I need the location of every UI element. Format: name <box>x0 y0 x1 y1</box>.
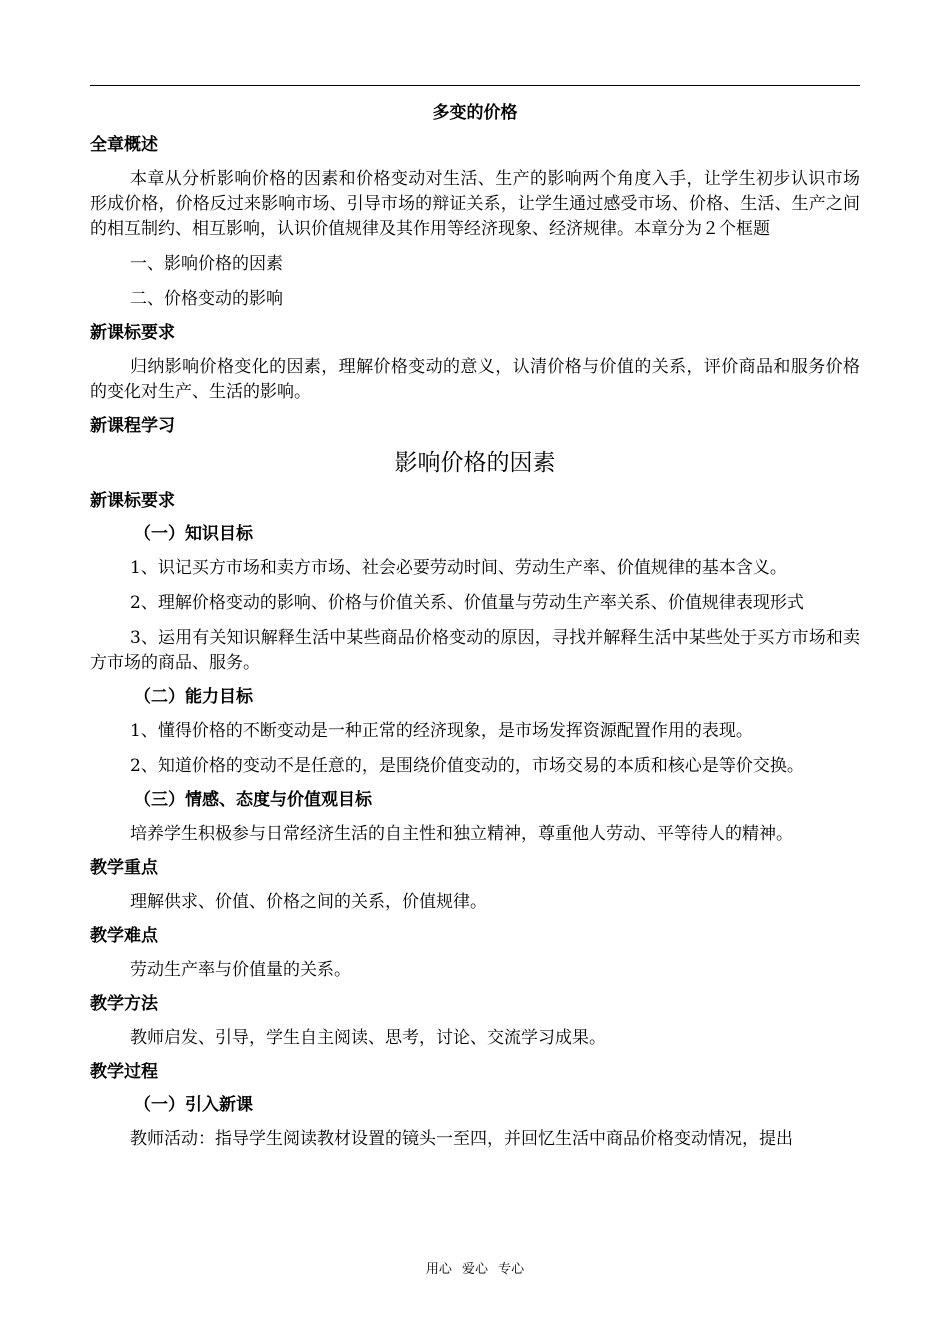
standards-paragraph: 归纳影响价格变化的因素，理解价格变动的意义，认清价格与价值的关系，评价商品和服务价格的变化对生产、生活的影响。 <box>90 357 860 402</box>
ability-goal-heading: （二）能力目标 <box>134 687 253 707</box>
ability-goal-item: 2、知道价格的变动不是任意的，是围绕价值变动的，市场交易的本质和核心是等价交换。 <box>130 756 804 776</box>
document-title: 多变的价格 <box>432 103 518 123</box>
process-paragraph: 教师活动：指导学生阅读教材设置的镜头一至四，并回忆生活中商品价格变动情况，提出 <box>130 1129 793 1149</box>
knowledge-goal-item: 1、识记买方市场和卖方市场、社会必要劳动时间、劳动生产率、价值规律的基本含义。 <box>130 558 787 578</box>
section-heading-key-points: 教学重点 <box>90 858 158 878</box>
difficulties-paragraph: 劳动生产率与价值量的关系。 <box>130 960 351 980</box>
overview-item-2: 二、价格变动的影响 <box>130 289 283 309</box>
key-points-paragraph: 理解供求、价值、价格之间的关系，价值规律。 <box>130 892 487 912</box>
process-intro-heading: （一）引入新课 <box>134 1095 253 1115</box>
methods-paragraph: 教师启发、引导，学生自主阅读、思考，讨论、交流学习成果。 <box>130 1028 606 1048</box>
values-goal-heading: （三）情感、态度与价值观目标 <box>134 790 372 810</box>
section-heading-standards-2: 新课标要求 <box>90 491 175 511</box>
knowledge-goal-item: 2、理解价格变动的影响、价格与价值关系、价值量与劳动生产率关系、价值规律表现形式 <box>130 593 804 613</box>
section-heading-overview: 全章概述 <box>90 135 158 155</box>
ability-goal-item: 1、懂得价格的不断变动是一种正常的经济现象，是市场发挥资源配置作用的表现。 <box>130 721 753 741</box>
overview-item-1: 一、影响价格的因素 <box>130 254 283 274</box>
document-body <box>90 100 860 1162</box>
knowledge-goal-heading: （一）知识目标 <box>134 524 253 544</box>
section-heading-difficulties: 教学难点 <box>90 926 158 946</box>
overview-paragraph: 本章从分析影响价格的因素和价格变动对生活、生产的影响两个角度入手，让学生初步认识市场形成价格，价格反过来影响市场、引导市场的辩证关系，让学生通过感受市场、价格、生活、生产之间的相互制约、相互影响，认识价值规律及其作用等经济现象、经济规律。本章分为２个框题 <box>90 169 860 239</box>
section-heading-new-course: 新课程学习 <box>90 416 175 436</box>
page-footer: 用心 爱心 专心 <box>425 1262 525 1277</box>
values-goal-paragraph: 培养学生积极参与日常经济生活的自主性和独立精神，尊重他人劳动、平等待人的精神。 <box>130 824 793 844</box>
header-rule <box>90 85 860 86</box>
section-heading-process: 教学过程 <box>90 1062 158 1082</box>
knowledge-goal-item: 3、运用有关知识解释生活中某些商品价格变动的原因，寻找并解释生活中某些处于买方市场和卖方市场的商品、服务。 <box>90 628 860 673</box>
section-heading-standards: 新课标要求 <box>90 323 175 343</box>
section-heading-methods: 教学方法 <box>90 994 158 1014</box>
lesson-title: 影响价格的因素 <box>394 450 556 476</box>
